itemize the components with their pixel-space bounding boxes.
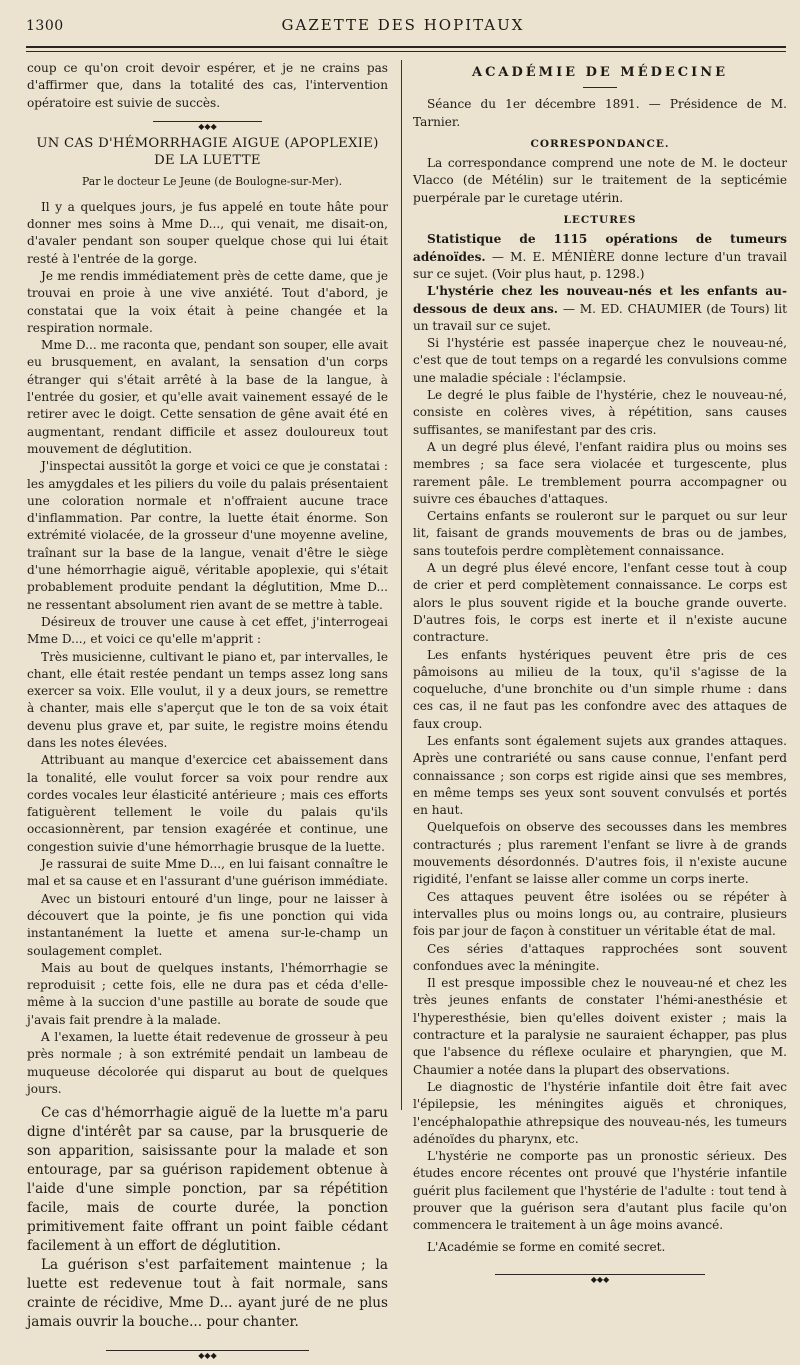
ornament-glyph: ◆◆◆ bbox=[585, 1275, 615, 1284]
body-paragraph: Ces séries d'attaques rapprochées sont souvent confondues avec la méningite. bbox=[413, 941, 787, 973]
journal-title: GAZETTE DES HOPITAUX bbox=[281, 16, 525, 34]
body-paragraph: Le diagnostic de l'hystérie infantile doit être fait avec l'épilepsie, les méningites aiguës et chroniques, l'encéphalopathie athrepsique des nouveau-nés, les tumeurs adénoïdes du pharynx, etc. bbox=[413, 1079, 787, 1146]
body-paragraph: J'inspectai aussitôt la gorge et voici ce que je constatai : les amygdales et les piliers du voile du palais présentaient une coloration normale et n'offraient aucune trace d'inflammation. Par contre, la luette était énorme. Son extrémité violacée, de la grosseur d'une moyenne aveline, traînant sur la base de la langue, venait d'être le siège d'une hémorrhagie aiguë, véritable apoplexie, qui s'était probablement produite pendant la déglutition, Mme D... ne ressentant absolument rien avant de se mettre à table. bbox=[27, 459, 388, 612]
correspondence-heading: CORRESPONDANCE. bbox=[530, 137, 670, 150]
end-ornament bbox=[413, 1270, 787, 1284]
body-paragraph: Si l'hystérie est passée inaperçue chez le nouveau-né, c'est que de tout temps on a regardé les convulsions comme une maladie spéciale : l'éclampsie. bbox=[413, 336, 787, 385]
lecture-2-text: — M. ED. CHAUMIER (de Tours) lit un travail sur ce sujet. bbox=[413, 301, 787, 333]
body-paragraph: Il y a quelques jours, je fus appelé en toute hâte pour donner mes soins à Mme D..., qui venait, me disait-on, d'avaler pendant son souper quelque chose qui lui était resté à l'entrée de la gorge. bbox=[27, 199, 388, 266]
ornament-glyph: ◆◆◆ bbox=[192, 122, 222, 131]
ornament-glyph: ◆◆◆ bbox=[192, 1351, 222, 1360]
body-paragraph: Désireux de trouver une cause à cet effet, j'interrogeai Mme D..., et voici ce qu'elle m'apprit : bbox=[27, 614, 388, 647]
body-paragraph: Avec un bistouri entouré d'un linge, pour ne laisser à découvert que la pointe, je fis une ponction qui vida instantanément la luette et amena sur-le-champ un soulagement complet. bbox=[27, 891, 388, 958]
lecture-1-text: — M. E. MÉNIÈRE donne lecture d'un travail sur ce sujet. (Voir plus haut, p. 1298.) bbox=[413, 249, 787, 281]
body-paragraph: Mais au bout de quelques instants, l'hémorrhagie se reproduisit ; cette fois, elle ne dura pas et céda d'elle-même à la succion d'une pastille au borate de soude que j'avais fait prendre à la malade. bbox=[27, 960, 388, 1027]
session-line: Séance du 1er décembre 1891. — Présidence de M. Tarnier. bbox=[413, 97, 787, 129]
article-byline: Par le docteur Le Jeune (de Boulogne-sur-Mer). bbox=[82, 175, 343, 189]
page-number: 1300 bbox=[26, 18, 64, 34]
conclusion-paragraph: La guérison s'est parfaitement maintenue ; la luette est redevenue tout à fait normale, sans crainte de récidive, Mme D... ayant juré de ne plus jamais ouvrir la bouche... pour chanter. bbox=[27, 1257, 388, 1331]
lecture-1-title: Statistique de 1115 opérations de tumeurs adénoïdes. bbox=[413, 232, 787, 264]
body-paragraph: Je me rendis immédiatement près de cette dame, que je trouvai en proie à une vive anxiété. Tout d'abord, je constatai que la voix était à peine changée et la respiration normale. bbox=[27, 268, 388, 335]
body-paragraph: A un degré plus élevé, l'enfant raidira plus ou moins ses membres ; sa face sera violacée et turgescente, plus rarement pâle. Le tremblement pourra accompagner ou suivre ces ébauches d'attaques. bbox=[413, 439, 787, 506]
body-paragraph: Certains enfants se rouleront sur le parquet ou sur leur lit, faisant de grands mouvements de bras ou de jambes, sans toutefois perdre complètement connaissance. bbox=[413, 509, 787, 558]
body-paragraph: Quelquefois on observe des secousses dans les membres contracturés ; plus rarement l'enfant se livre à de grands mouvements désordonnés. D'autres fois, il n'existe aucune rigidité, l'enfant se laisse aller comme un corps inerte. bbox=[413, 820, 787, 887]
article-title: UN CAS D'HÉMORRHAGIE AIGUE (APOPLEXIE) DE LA LUETTE bbox=[36, 135, 379, 169]
right-column bbox=[401, 60, 787, 1284]
short-rule bbox=[583, 87, 617, 88]
header-rule bbox=[26, 46, 786, 48]
ornament-divider bbox=[27, 117, 388, 131]
body-paragraph: Il est presque impossible chez le nouveau-né et chez les très jeunes enfants de constater l'hémi-anesthésie et l'hyperesthésie, bien qu'elles doivent exister ; mais la contracture et la paralysie ne sauraient échapper, pas plus que l'absence du réflexe oculaire et pharyngien, que M. Chaumier a notée dans la plupart des observations. bbox=[413, 976, 787, 1077]
left-column bbox=[27, 60, 388, 1361]
body-paragraph: Attribuant au manque d'exercice cet abaissement dans la tonalité, elle voulut forcer sa voix pour rendre aux cordes vocales leur élasticité antérieure ; mais ces efforts fatiguèrent tellement le voile du palais qu'ils occasionnèrent, par tension exagérée et continue, une congestion suivie d'une hémorrhagie brusque de la luette. bbox=[27, 753, 388, 854]
section-title: ACADÉMIE DE MÉDECINE bbox=[471, 65, 728, 80]
body-paragraph: Je rassurai de suite Mme D..., en lui faisant connaître le mal et sa cause et en l'assurant d'une guérison immédiate. bbox=[27, 857, 388, 889]
body-paragraph: Le degré le plus faible de l'hystérie, chez le nouveau-né, consiste en colères vives, à répétition, sans causes suffisantes, se manifestant par des cris. bbox=[413, 388, 787, 437]
body-paragraph: A un degré plus élevé encore, l'enfant cesse tout à coup de crier et perd complètement connaissance. Le corps est alors le plus souvent rigide et la bouche grande ouverte. D'autres fois, le corps est inerte et il n'existe aucune contracture. bbox=[413, 561, 787, 645]
end-ornament bbox=[27, 1346, 388, 1361]
lecture-1 bbox=[413, 231, 787, 283]
header-rule-thin bbox=[26, 51, 786, 52]
closing-line: L'Académie se forme en comité secret. bbox=[427, 1239, 666, 1254]
body-paragraph: Les enfants sont également sujets aux grandes attaques. Après une contrariété ou sans cause connue, l'enfant perd connaissance ; son corps est rigide ainsi que ses membres, en même temps ses yeux sont souvent convulsés et portés en haut. bbox=[413, 733, 787, 818]
body-paragraph: L'hystérie ne comporte pas un pronostic sérieux. Des études encore récentes ont prouvé que l'hystérie infantile guérit plus facilement que l'hystérie de l'adulte : tout tend à prouver que la guérison sera d'autant plus facile qu'on commencera le traitement à un âge moins avancé. bbox=[413, 1149, 787, 1233]
body-paragraph: Très musicienne, cultivant le piano et, par intervalles, le chant, elle était restée pendant un temps assez long sans exercer sa voix. Elle voulut, il y a deux jours, se remettre à chanter, mais elle s'aperçut que le ton de sa voix était devenu plus grave et, par suite, le registre moins étendu dans les notes élevées. bbox=[27, 649, 388, 750]
correspondence-text: La correspondance comprend une note de M. le docteur Vlacco (de Métélin) sur le traitement de la septicémie puerpérale par le curetage utérin. bbox=[413, 156, 787, 205]
body-paragraph: A l'examen, la luette était redevenue de grosseur à peu près normale ; à son extrémité pendait un lambeau de muqueuse décolorée qui disparut au bout de quelques jours. bbox=[27, 1030, 388, 1096]
body-paragraph: Mme D... me raconta que, pendant son souper, elle avait eu brusquement, en avalant, la sensation d'un corps étranger qui s'était arrêté à la base de la langue, à l'entrée du gosier, et qu'elle avait vainement essayé de le retirer avec le doigt. Cette sensation de gêne avait été en augmentant, rendant difficile et assez douloureux tout mouvement de déglutition. bbox=[27, 338, 388, 456]
intro-paragraph: coup ce qu'on croit devoir espérer, et je ne crains pas d'affirmer que, dans la totalité des cas, l'intervention opératoire est suivie de succès. bbox=[27, 61, 388, 110]
body-paragraph: Ces attaques peuvent être isolées ou se répéter à intervalles plus ou moins longs ou, au contraire, plusieurs fois par jour de façon à constituer un véritable état de mal. bbox=[413, 889, 787, 939]
lecture-2 bbox=[413, 283, 787, 335]
conclusion-paragraph: Ce cas d'hémorrhagie aiguë de la luette m'a paru digne d'intérêt par sa cause, par la brusquerie de son apparition, saisissante pour la malade et son entourage, par sa guérison rapidement obtenue à l'aide d'une simple ponction, par sa répétition facile, mais de courte durée, la ponction primitivement faite offrant un point faible cédant facilement à un effort de déglutition. bbox=[27, 1105, 388, 1255]
lectures-heading: LECTURES bbox=[563, 214, 637, 227]
body-paragraph: Les enfants hystériques peuvent être pris de ces pâmoisons au milieu de la toux, qu'il s'agisse de la coqueluche, d'une bronchite ou d'un simple rhume : dans ces cas, il ne faut pas les confondre avec des attaques de faux croup. bbox=[413, 647, 787, 731]
lecture-2-title: L'hystérie chez les nouveau-nés et les enfants au-dessous de deux ans. bbox=[413, 284, 787, 316]
page-header bbox=[26, 14, 780, 40]
